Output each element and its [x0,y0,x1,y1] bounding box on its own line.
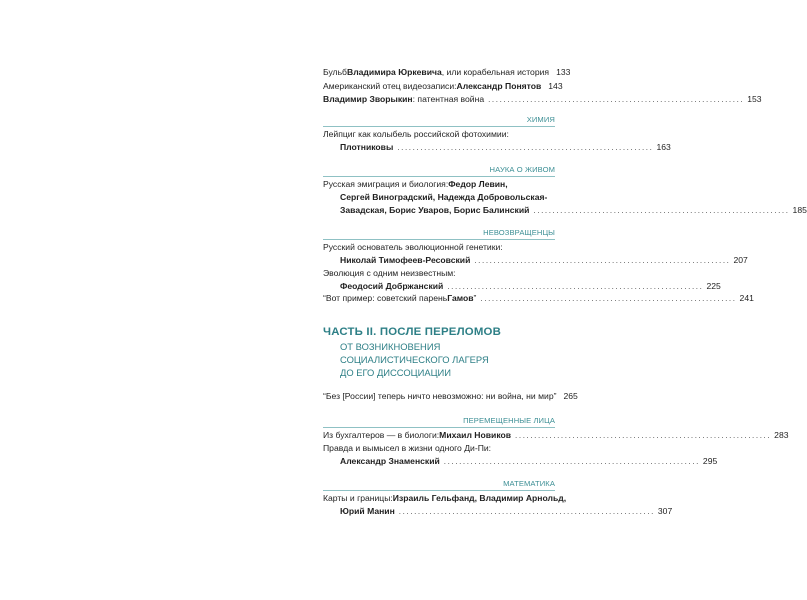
toc-entry [340,205,807,216]
entry-text: Лейпциг как колыбель российской фотохимии: [323,129,509,139]
section-heading: НАУКА О ЖИВОМ [489,165,555,174]
section-divider [323,176,555,177]
page-number: 153 [747,94,762,104]
leader-dots: ................................................................... [515,431,772,440]
toc-entry [340,456,718,467]
page-number: 307 [657,506,673,516]
page-number: 295 [702,456,718,466]
entry-text: , или корабельная история [441,67,550,77]
page-number: 265 [563,391,578,401]
entry-text: “Вот пример: советский парень [323,293,448,303]
entry-text: Русская эмиграция и биология: [323,179,449,189]
leader-dots: ................................................................... [480,294,737,303]
entry-name: Михаил Новиков [439,430,512,440]
entry-text: : патентная война [412,94,485,104]
toc-entry [340,281,721,292]
entry-name: Владимира Юркевича [346,67,442,77]
toc-entry-line [323,179,555,190]
entry-text: Бульб [323,67,347,77]
leader-dots: ................................................................... [474,256,731,265]
section-divider [323,490,555,491]
entry-text: ” [473,293,477,303]
entry-name: Завадская, Борис Уваров, Борис Балинский [340,205,530,215]
section-heading: ХИМИЯ [526,115,555,124]
section-divider [323,427,555,428]
toc-entry-line [323,242,555,253]
entry-name: Владимир Зворыкин [323,94,413,104]
entry-name: Александр Знаменский [340,456,440,466]
toc-entry-line [323,443,555,454]
toc-entry [323,430,789,441]
page-number: 241 [739,293,754,303]
toc-entry [323,94,762,105]
part-subtitle: СОЦИАЛИСТИЧЕСКОГО ЛАГЕРЯ [340,354,489,365]
entry-name: Феодосий Добржанский [340,281,444,291]
section-heading: МАТЕМАТИКА [503,479,555,488]
toc-entry [340,255,748,266]
entry-name: Николай Тимофеев-Ресовский [340,255,471,265]
page-number: 225 [706,281,721,291]
entry-text: Американский отец видеозаписи: [323,81,457,91]
part-subtitle: ОТ ВОЗНИКНОВЕНИЯ [340,341,441,352]
leader-dots: ................................................................... [397,143,654,152]
toc-entry [340,506,673,517]
leader-dots: ................................................................... [443,457,700,466]
entry-text: Из бухгалтеров — в биологи: [323,430,440,440]
leader-dots: ................................................................... [488,95,745,104]
toc-entry [323,293,754,304]
leader-dots: ................................................................... [447,282,704,291]
entry-name: Сергей Виноградский, Надежда Добровольская- [340,192,548,202]
toc-entry [323,81,563,92]
entry-text: “Без [России] теперь ничто невозможно: ни война, ни мир” [323,391,557,401]
entry-text: Карты и границы: [323,493,393,503]
page-number: 185 [792,205,807,215]
leader-dots: ................................................................... [398,507,655,516]
entry-name: Плотниковы [340,142,394,152]
toc-entry-line [323,493,567,504]
entry-text: Эволюция с одним неизвестным: [323,268,456,278]
page-number: 207 [733,255,748,265]
entry-name: Израиль Гельфанд, Владимир Арнольд, [392,493,567,503]
leader-dots: ................................................................... [533,206,790,215]
page-number: 163 [656,142,671,152]
entry-text: Правда и вымысел в жизни одного Ди-Пи: [323,443,492,453]
page-number: 133 [556,67,571,77]
toc-entry [323,67,571,78]
entry-name: Федор Левин, [448,179,508,189]
toc-entry-line [340,192,555,203]
section-divider [323,239,555,240]
section-heading: ПЕРЕМЕЩЕННЫЕ ЛИЦА [463,416,555,425]
entry-name: Александр Понятов [456,81,542,91]
entry-text: Русский основатель эволюционной генетики: [323,242,503,252]
part-title: ЧАСТЬ II. ПОСЛЕ ПЕРЕЛОМОВ [323,326,502,338]
toc-entry [340,142,671,153]
part-subtitle: ДО ЕГО ДИССОЦИАЦИИ [340,367,451,378]
page-number: 143 [548,81,563,91]
page-number: 283 [774,430,789,440]
toc-entry-line [323,268,555,279]
section-heading: НЕВОЗВРАЩЕНЦЫ [483,228,555,237]
section-divider [323,126,555,127]
toc-entry-line [323,129,555,140]
entry-name: Юрий Манин [340,506,395,516]
entry-name: Гамов [447,293,474,303]
toc-entry [323,391,578,402]
